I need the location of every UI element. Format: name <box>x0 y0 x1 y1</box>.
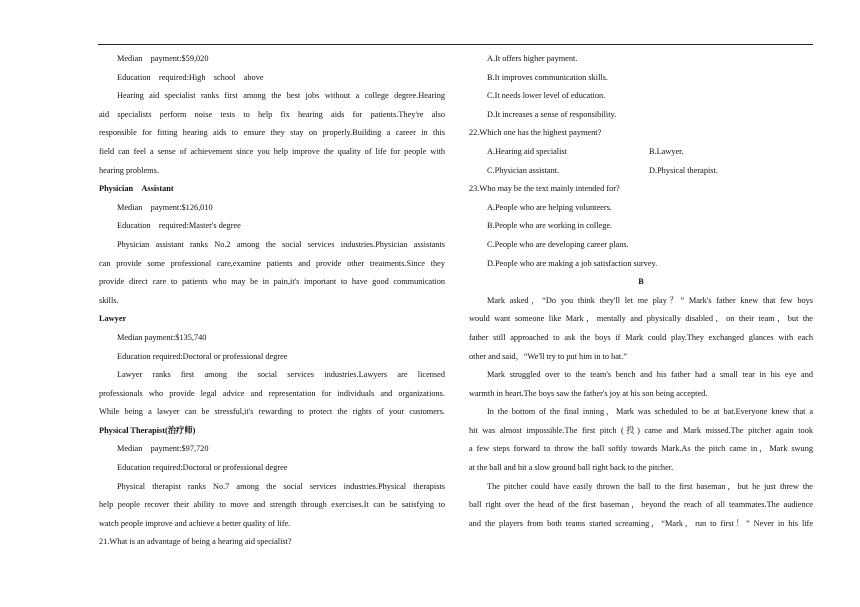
text-line: While being a lawyer can be stressful,it's rewarding to protect the rights of your customers. <box>99 407 445 417</box>
text-line: 22.Which one has the highest payment? <box>469 128 602 138</box>
text-line: Mark struggled over to the team's bench and his father had a small tear in his eye and <box>487 370 813 380</box>
text-line: a few steps forward to throw the ball softly towards Mark.As the pitch came in，Mark swung <box>469 444 813 454</box>
option-pair-line <box>469 143 813 162</box>
text-line: C.People who are developing career plans. <box>487 239 629 249</box>
text-line: Physician assistant ranks No.2 among the social services industries.Physician assistants <box>117 239 445 249</box>
text-line: 21.What is an advantage of being a hearing aid specialist? <box>99 537 292 547</box>
text-line: D.It increases a sense of responsibility. <box>487 109 617 119</box>
text-line: B.People who are working in college. <box>487 221 613 231</box>
option-text: A.Hearing aid specialist <box>487 146 567 156</box>
text-line: B.It improves communication skills. <box>487 72 608 82</box>
text-line: responsible for fitting hearing aids to ensure they stay on properly.Building a career in this <box>99 128 445 138</box>
text-line: can provide some professional care,examine patients and provide other treatments.Since they <box>99 258 445 268</box>
text-line: professionals who provide legal advice and representation for individuals and organizations. <box>99 388 445 398</box>
text-line: aid specialists perform noise tests to help fix hearing aids for patients.They're also <box>99 109 445 119</box>
text-line: B <box>638 277 644 287</box>
header-rule <box>98 44 813 45</box>
text-line: Education required:Doctoral or professional degree <box>117 351 288 361</box>
text-line: Median payment:$126,010 <box>117 202 213 212</box>
text-line: The pitcher could have easily thrown the ball to the first baseman，but he just threw the <box>487 481 813 491</box>
text-line: skills. <box>99 295 119 305</box>
text-line: 23.Who may be the text mainly intended for? <box>469 184 620 194</box>
text-line: D.People who are making a job satisfaction survey. <box>487 258 658 268</box>
text-line: other and said，“We'll try to put him in to bat.” <box>469 351 627 361</box>
text-line: Median payment:$59,020 <box>117 54 209 63</box>
text-line: Mark asked，“Do you think they'll let me play？” Mark's father knew that few boys <box>487 295 813 305</box>
right-column <box>469 50 813 533</box>
text-line: Education required:High school above <box>117 72 264 82</box>
option-text: C.Physician assistant. <box>487 165 560 175</box>
text-line: Education required:Doctoral or professional degree <box>117 463 288 473</box>
text-line: Hearing aid specialist ranks first among the best jobs without a college degree.Hearing <box>117 91 445 101</box>
text-line: and the players from both teams started screaming，“Mark，run to first！” Never in his life <box>469 518 813 528</box>
text-line: ball right over the head of the first baseman，beyond the reach of all teammates.The audience <box>469 500 813 510</box>
text-line: provide direct care to patients who may be in pain,it's important to have good communication <box>99 277 445 287</box>
text-line: Physical Therapist(治疗师) <box>99 425 196 435</box>
text-line: Lawyer ranks first among the social services industries.Lawyers are licensed <box>117 370 445 380</box>
text-line: C.It needs lower level of education. <box>487 91 606 101</box>
text-line: Lawyer <box>99 314 127 324</box>
text-line: Physician Assistant <box>99 184 174 194</box>
option-text: B.Lawyer. <box>649 146 684 156</box>
left-column <box>99 50 445 552</box>
text-line: A.People who are helping volunteers. <box>487 202 612 212</box>
text-line: A.It offers higher payment. <box>487 54 578 63</box>
text-line: watch people improve and achieve a better quality of life. <box>99 518 291 528</box>
text-line: father still approached to ask the boys if Mark could play.They exchanged glances with each <box>469 332 813 342</box>
text-line: at the ball and hit a slow ground ball right back to the pitcher. <box>469 463 674 473</box>
text-line: Median payment:$97,720 <box>117 444 209 454</box>
text-line: would want someone like Mark，mentally and physically disabled，on their team，but the <box>469 314 813 324</box>
text-line: Education required:Master's degree <box>117 221 241 231</box>
text-line: In the bottom of the final inning，Mark was scheduled to be at bat.Everyone knew that a <box>487 407 813 417</box>
text-line: help people recover their ability to move and strength through exercises.It can be satisfying to <box>99 500 445 510</box>
text-line: field can feel a sense of achievement since you help improve the quality of life for people with <box>99 146 445 156</box>
text-line: hearing problems. <box>99 165 159 175</box>
text-line: warmth in heart.The boys saw the father's joy at his son being accepted. <box>469 388 708 398</box>
text-line: Median payment:$135,740 <box>117 332 207 342</box>
option-pair-line <box>469 162 813 181</box>
option-text: D.Physical therapist. <box>649 165 718 175</box>
text-line: Physical therapist ranks No.7 among the social services industries.Physical therapists <box>117 481 445 491</box>
text-line: hit was almost impossible.The first pitch (投) came and Mark missed.The pitcher again took <box>469 425 813 435</box>
